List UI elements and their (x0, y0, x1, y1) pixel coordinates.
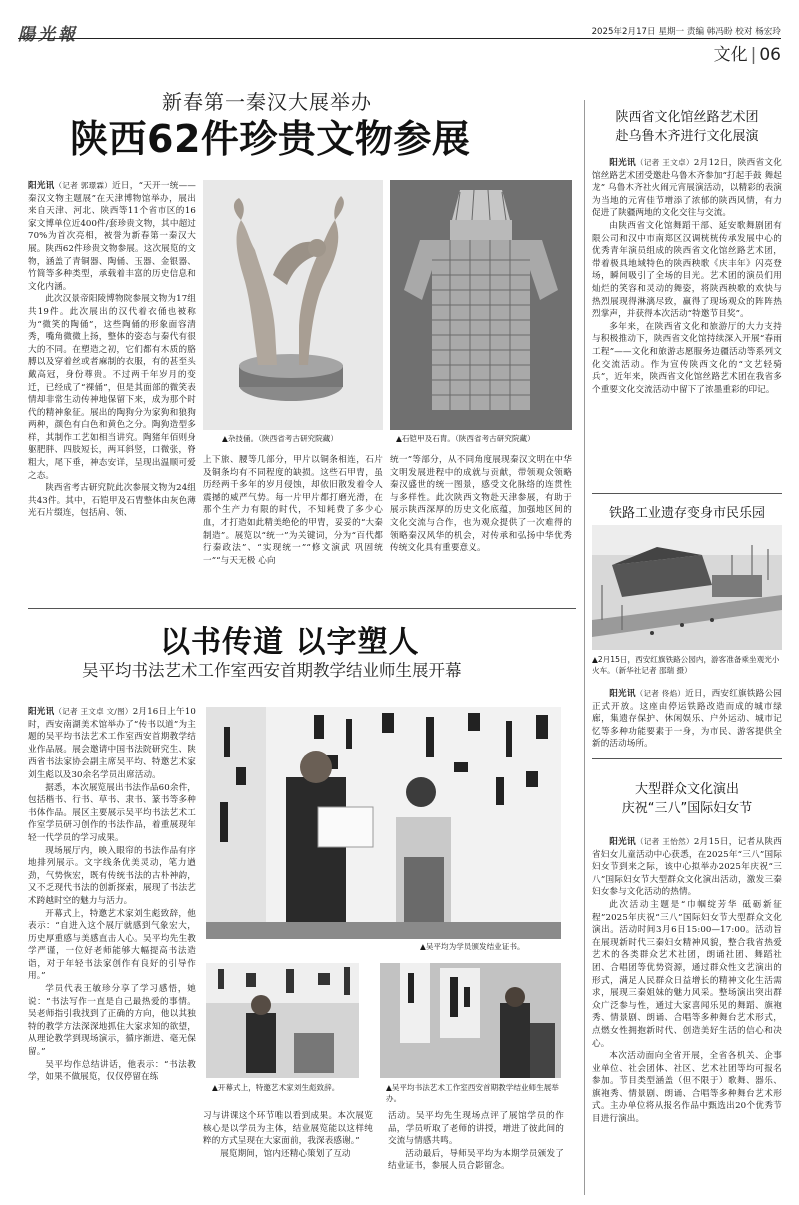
main-paragraph: 阳光讯（记者 郭璟霖）近日，“天开一统——秦汉文物主题展”在天津博物馆举办，展出来自天津、河北、陕西等11个省市区的16家文博单位近400件/套珍贵文物，其中超过70%为首次亮相，被誉为新春第一秦汉大展。陕西62件珍贵文物参展。这次展览的文物，涵盖了青铜器、陶俑、玉器、金银器、竹简等多种类型，承载着丰富的历史信息和文化内涵。 (28, 181, 196, 292)
masthead (0, 0, 799, 70)
railway-paragraph: 阳光讯（记者 佟焰）近日，西安红旗铁路公园正式开放。这座由停运铁路改造而成的城市绿廊，集遗存保护、休闲娱乐、户外运动、城市记忆等多种功能要素于一身，为市民、游客提供全新的活动场所。 (592, 689, 782, 750)
railway-park-image (592, 525, 782, 650)
railway-park-photo (592, 525, 782, 650)
calligraphy-paragraph: 活动。吴平均先生现场点评了展馆学员的作品，学员听取了老师的讲授，增进了彼此间的交流与情感共鸣。 (388, 1111, 564, 1147)
byline: （记者 郭璟霖） (54, 181, 113, 190)
calligraphy-paragraph: 吴平均作总结讲话，他表示：“书法教学，如果不做展览，仅仅停留在练 (28, 1059, 196, 1083)
byline: （记者 王怡然） (635, 837, 694, 846)
railway-headline: 铁路工业遗存变身市民乐园 (608, 506, 765, 521)
byline: （记者 王文卓 文/图） (54, 707, 133, 716)
main-paragraph: 陕西省考古研究院此次参展文物为24组共43件。其中，石铠甲及石胄整体由灰色薄光石片缀连，包括肩、领、 (28, 483, 196, 519)
stone-armor-image (390, 180, 572, 430)
silkroad-paragraph: 多年来，在陕西省文化和旅游厅的大力支持与积极推动下，陕西省文化馆持续深入开展“春雨工程”——文化和旅游志愿服务边疆活动等系列文化交流活动。作为宣传陕西文化的“文艺轻骑兵”，近年来，陕西省文化馆丝路艺术团在我省多个重要文化交流活动中留下了浓墨重彩的印记。 (592, 321, 782, 395)
caption-certificate: ▲吴平均为学员颁发结业证书。 (420, 942, 525, 951)
section-name: 文化 (713, 45, 748, 65)
lead-tag: 阳光讯 (609, 158, 636, 168)
calligraphy-col3 (203, 1110, 373, 1200)
lead-tag: 阳光讯 (28, 707, 55, 717)
calligraphy-col4 (388, 1110, 564, 1200)
main-paragraph: 此次汉景帝阳陵博物院参展文物为17组共19件。此次展出的汉代着衣俑也被称为“微笑的陶俑”，这些陶俑的形象面容清秀，嘴角微微上扬，整体的姿态与秦代有很大的不同。在塑造之初，它们都有木质的胳膊以及穿着丝或者麻制的衣服，有的甚至头戴高冠，身份尊贵。不过两千年岁月的变迁，已经成了“裸俑”，但是其面部的微笑表情却非常生动传神地保留下来，成为那个时代的精神象征。展出的陶狗分为家狗和狼狗两种，颜色有白色和黄色之分。陶狗造型多样，其制作工艺如相当讲究。陶猪年佰则身躯肥胖、四肢短长，两耳斜竖，口微张，脊粗大，尾下垂，神态安详，呈现出温顺可爱之态。 (28, 294, 196, 481)
students-image (380, 963, 561, 1078)
calligraphy-paragraph: 活动最后，导师吴平均为本期学员颁发了结业证书，参展人员合影留念。 (388, 1148, 564, 1172)
calligraphy-paragraph: 据悉，本次展览展出书法作品60余件，包括楷书、行书、草书、隶书、篆书等多种书体作品。展区主要展示吴平均书法艺术工作室学员研习创作的书法作品，着重展现年轻一代学员的学习成果。 (28, 782, 196, 843)
women-paragraph: 阳光讯（记者 王怡然）2月15日，记者从陕西省妇女儿童活动中心获悉，在2025年“三八”国际妇女节到来之际，该中心拟举办2025年庆祝“三八”国际妇女节大型群众文化演出活动，激发三秦妇女参与文化活动的热情。 (592, 837, 782, 898)
page-number: 06 (759, 45, 781, 65)
caption-railway: ▲2月15日，西安红旗铁路公园内，游客准备乘坐观光小火车。（新华社记者 邵瑞 摄） (592, 655, 780, 675)
women-body (592, 836, 782, 1198)
lead-tag: 阳光讯 (28, 181, 55, 191)
masthead-rule (18, 38, 781, 39)
silkroad-paragraph: 由陕西省文化馆舞蹈干部、延安歌舞剧团有限公司和汉中市南郑区汉调桄桄传承发展中心的优秀青年演员组成的陕西省文化馆丝路艺术团，带着极具地域特色的陕西秧歌《庆丰年》闪亮登场，瞬间吸引了全场的目光。艺术团的演员们用灿烂的笑容和灵动的舞姿，将陕西秧歌的欢快与热烈展现得淋漓尽致，赢得了现场观众的阵阵热烈掌声，并获得本次活动“特邀节目奖”。 (592, 220, 782, 320)
women-headline-line1: 大型群众文化演出 (634, 782, 739, 797)
main-article-col3 (203, 454, 383, 600)
acrobat-figurine-image (203, 180, 383, 430)
right-column-rule (584, 100, 585, 1195)
railway-body (592, 688, 782, 754)
main-kicker: 新春第一秦汉大展举办 (162, 90, 372, 114)
paper-name-logo: 陽光報 (18, 25, 78, 45)
calligraphy-col1 (28, 706, 196, 1198)
certificate-image (206, 707, 561, 939)
acrobat-figurine-photo (203, 180, 383, 430)
calligraphy-paragraph: 开幕式上，特邀艺术家刘生彪致辞，他表示：“自进入这个展厅就感到气象宏大，历史厚重感与美感直击人心。吴平均先生教学严谨，一位好老师能够大幅提高书法造诣，对于年轻书法家创作有良好的引导作用。” (28, 908, 196, 982)
section-label (714, 40, 781, 65)
main-article-col1 (28, 180, 196, 600)
section-divider: | (750, 45, 757, 65)
calligraphy-paragraph: 展览期间，馆内还精心策划了互动 (220, 1148, 351, 1159)
caption-speech: ▲开幕式上，特邀艺术家刘生彪致辞。 (212, 1083, 340, 1092)
divider-main-calligraphy (28, 608, 576, 609)
byline: （记者 王文卓） (635, 158, 694, 167)
lead-tag: 阳光讯 (609, 837, 636, 847)
calligraphy-paragraph: 现场展厅内，映入眼帘的书法作品有序地排列展示。文字线条优美灵动，笔力遒劲，气势恢宏，既有传统书法的古朴神韵，又不乏现代书法的创新探索，展现了书法艺术跨越时空的魅力与活力。 (28, 845, 196, 906)
women-headline (592, 780, 782, 818)
calligraphy-subhead: 吴平均书法艺术工作室西安首期教学结业师生展开幕 (82, 661, 462, 680)
main-headline: 陕西62件珍贵文物参展 (70, 117, 471, 161)
women-paragraph: 本次活动面向全省开展，全省各机关、企事业单位、社会团体、社区、艺术社团等均可报名参加。节目类型涵盖（但不限于）歌舞、器乐、旗袍秀、情景剧、朗诵、合唱等多种舞台艺术形式。主办单位将从报名作品中甄选出20个优秀节目进行演出。 (592, 1051, 782, 1125)
byline: （记者 佟焰） (635, 689, 686, 698)
calligraphy-paragraph: 习与讲课这个环节唯以看到成果。本次展览核心是以学员为主体，结业展览能以这样纯粹的方式呈现在大家面前，我深表感谢。” (203, 1111, 373, 1147)
women-paragraph: 此次活动主题是“巾帼绽芳华 砥砺新征程”2025年庆祝“三八”国际妇女节大型群众文化演出。活动时间3月6日15:00—17:00。活动旨在展现新时代三秦妇女精神风貌，整合我省热爱艺术的各类群众艺术社团，朗诵社团、舞蹈社团、合唱团等优势资源，通过群众性文艺演出的形式，满足人民群众日益增长的精神文化生活需求，展现三秦姐妹的魅力风采。整场演出突出群众广泛参与性，通过大家喜闻乐见的舞蹈、旗袍秀、情景剧、朗诵、合唱等多种舞台艺术形式，点燃女性拥抱新时代、创造美好生活的信心和决心。 (592, 899, 782, 1049)
speech-photo (206, 963, 359, 1078)
women-headline-line2: 庆祝“三八”国际妇女节 (621, 801, 753, 816)
stone-armor-photo (390, 180, 572, 430)
certificate-photo (206, 707, 561, 939)
caption-acrobat: ▲杂技俑。（陕西省考古研究院藏） (222, 434, 338, 443)
silkroad-body (592, 157, 782, 487)
calligraphy-paragraph: 学员代表王敏珍分享了学习感悟，她说：“书法写作一直是自己最热爱的事情。吴老师指引我找到了正确的方向，他以其独特的教学方法深深地抓住大家求知的欲望，从理论教学到现场演示，循序渐进、毫无保留。” (28, 984, 196, 1058)
caption-armor: ▲石铠甲及石胄。（陕西省考古研究院藏） (396, 434, 535, 443)
silkroad-headline-line1: 陕西省文化馆丝路艺术团 (615, 110, 759, 125)
calligraphy-headline: 以书传道 以字塑人 (160, 625, 420, 660)
caption-students: ▲吴平均书法艺术工作室西安首期教学结业师生展举办。 (386, 1083, 559, 1103)
main-article-col4 (390, 454, 572, 600)
students-photo (380, 963, 561, 1078)
main-paragraph: 统一”等部分，从不同角度展现秦汉文明在中华文明发展进程中的成就与贡献，带领观众领略秦汉盛世的统一图景，感受文化脉络的连贯性与多样性。此次陕西文物赴天津参展，有助于展示陕西深厚的历史文化底蕴，加强地区间的文化交流与合作，也为观众提供了一次难得的领略秦汉风华的机会，对传承和弘扬中华优秀传统文化具有重要意义。 (390, 455, 572, 554)
silkroad-headline (592, 108, 782, 146)
silkroad-paragraph: 阳光讯（记者 王文卓）2月12日，陕西省文化馆丝路艺术团受邀赴乌鲁木齐参加“打起手鼓 舞起龙” 乌鲁木齐社火闹元宵展演活动，以精彩的表演为当地的元宵佳节增添了浓郁的陕西风情，有力促进了陕疆两地的文化交往与交流。 (592, 158, 782, 219)
lead-tag: 阳光讯 (609, 689, 636, 699)
divider-railway-women (592, 758, 782, 759)
date-line: 2025年2月17日 星期一 责编 韩冯盼 校对 杨宏玲 (591, 27, 781, 37)
calligraphy-paragraph: 阳光讯（记者 王文卓 文/图）2月16日上午10时，西安南湖美术馆举办了“传书以道”为主题的吴平均书法艺术工作室西安首期教学结业作品展。展会邀请中国书法院研究生、陕西省书法家协会副主席吴平均、特邀艺术家刘生彪以及30余名学员出席活动。 (28, 707, 196, 780)
silkroad-headline-line2: 赴乌鲁木齐进行文化展演 (615, 129, 759, 144)
speech-image (206, 963, 359, 1078)
divider-silkroad-railway (592, 493, 782, 494)
main-paragraph: 上下旅、腰等几部分，甲片以铜条相连，石片及铜条均有不同程度的缺损。这些石甲胄，虽历经两千多年的岁月侵蚀，却依旧散发着令人震撼的威严气势。每一片甲片都打磨光滑，在那个生产力有限的时代，不知耗费了多少心血，才打造如此精美绝伦的甲胄，妥妥的“大秦制造”。展览以“统一”为关键词，分为“百代都行秦政法”、“实现统一”“修文演武 巩固统一”“与天无极 心向 (203, 455, 383, 566)
